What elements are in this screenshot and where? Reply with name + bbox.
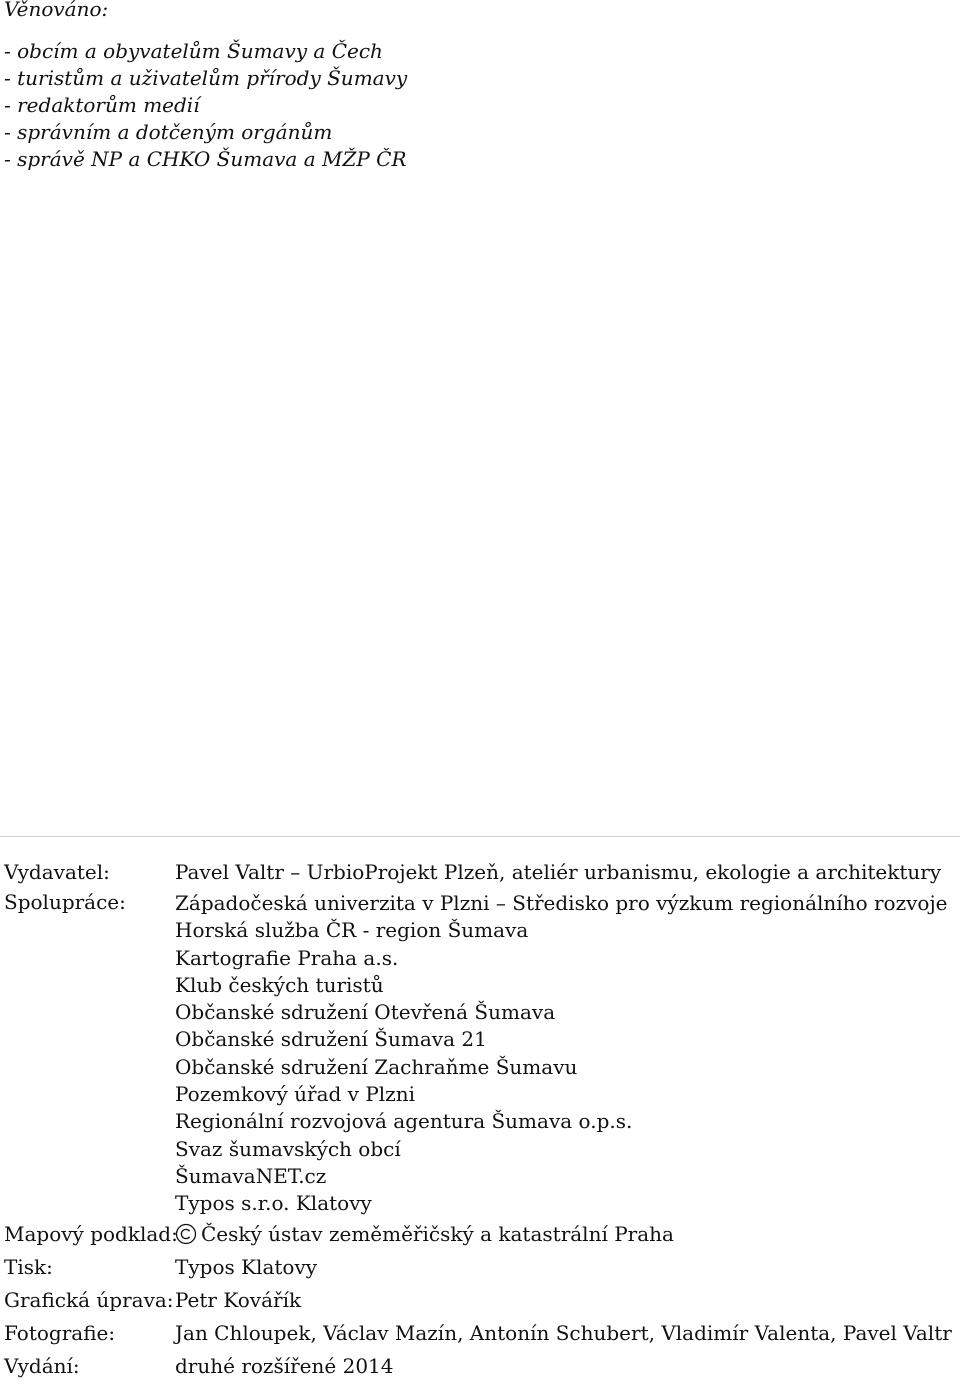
dedication-item: - obcím a obyvatelům Šumavy a Čech [4, 39, 383, 63]
credits-block [4, 855, 954, 1383]
cooperation-item: Svaz šumavských obcí [175, 1136, 401, 1161]
publisher-value: Pavel Valtr – UrbioProjekt Plzeň, ateliér urbanismu, ekologie a architektury [175, 860, 942, 884]
credit-row-map-base [4, 1218, 954, 1251]
map-base-label: Mapový podklad: [4, 1221, 178, 1246]
cooperation-list [175, 890, 954, 1218]
cooperation-item: Regionální rozvojová agentura Šumava o.p.s. [175, 1109, 633, 1134]
dedication-block [4, 0, 407, 173]
graphic-design-value: Petr Kovářík [175, 1287, 302, 1312]
dedication-item: - správě NP a CHKO Šumava a MŽP ČR [4, 147, 407, 171]
cooperation-item: Pozemkový úřad v Plzni [175, 1082, 415, 1107]
print-value: Typos Klatovy [175, 1254, 318, 1279]
cooperation-item: Občanské sdružení Otevřená Šumava [175, 1000, 556, 1025]
print-label: Tisk: [4, 1254, 53, 1279]
credit-row-print [4, 1251, 954, 1284]
dedication-item: - správním a dotčeným orgánům [4, 120, 333, 144]
credit-row-cooperation [4, 890, 954, 1218]
cooperation-item: Občanské sdružení Šumava 21 [175, 1027, 487, 1052]
dedication-item: - turistům a uživatelům přírody Šumavy [4, 66, 408, 90]
cooperation-item: Západočeská univerzita v Plzni – Středisko pro výzkum regionálního rozvoje [175, 891, 948, 915]
cooperation-item: Horská služba ČR - region Šumava [175, 918, 529, 943]
credit-row-publisher [4, 855, 954, 890]
edition-label: Vydání: [4, 1353, 80, 1378]
cooperation-label: Spolupráce: [4, 890, 126, 914]
credit-row-edition [4, 1350, 954, 1383]
dedication-item: - redaktorům medií [4, 93, 200, 117]
credit-row-graphic-design [4, 1284, 954, 1317]
credit-row-photography [4, 1317, 954, 1350]
edition-value: druhé rozšířené 2014 [175, 1353, 394, 1378]
graphic-design-label: Grafická úprava: [4, 1287, 174, 1312]
cooperation-item: Klub českých turistů [175, 972, 384, 997]
copyright-icon [175, 1223, 197, 1245]
cooperation-item: Kartografie Praha a.s. [175, 945, 399, 970]
photography-label: Fotografie: [4, 1320, 116, 1345]
dedication-heading: Věnováno: [4, 0, 109, 21]
publisher-label: Vydavatel: [4, 860, 110, 884]
section-divider [0, 836, 960, 837]
map-base-value: Český ústav zeměměřičský a katastrální Praha [201, 1221, 674, 1246]
cooperation-item: Typos s.r.o. Klatovy [175, 1191, 372, 1216]
photography-value: Jan Chloupek, Václav Mazín, Antonín Schubert, Vladimír Valenta, Pavel Valtr [175, 1320, 952, 1345]
cooperation-item: ŠumavaNET.cz [175, 1163, 327, 1188]
cooperation-item: Občanské sdružení Zachraňme Šumavu [175, 1054, 578, 1079]
